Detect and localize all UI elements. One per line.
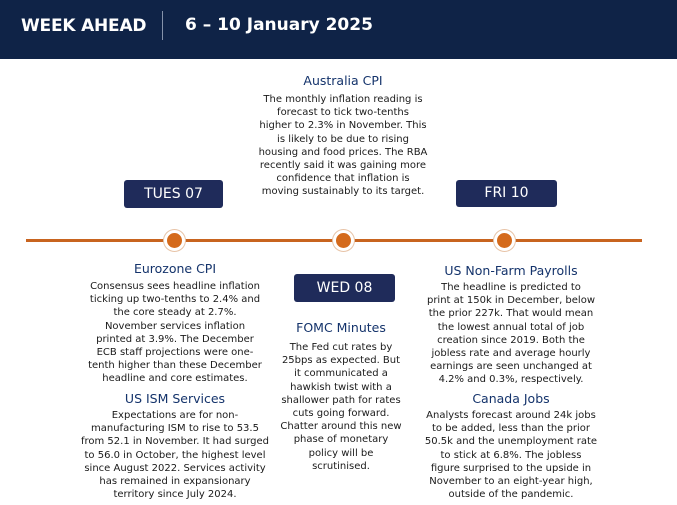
body-line: 4.2% and 0.3%, respectively. bbox=[438, 374, 584, 386]
body-line: shallower path for rates bbox=[281, 394, 401, 406]
body-line: manufacturing ISM to rise to 53.5 bbox=[91, 423, 259, 435]
body-line: policy will be bbox=[308, 447, 374, 459]
body-line: November services inflation bbox=[104, 320, 246, 332]
body-line: territory since July 2024. bbox=[113, 489, 237, 501]
timeline-marker-fri bbox=[494, 230, 515, 251]
body-line: Analysts forecast around 24k jobs bbox=[426, 410, 596, 421]
body-line: from 52.1 in November. It had surged bbox=[80, 436, 270, 448]
body-line: 50.5k and the unemployment rate bbox=[424, 436, 598, 448]
fomc-minutes-body bbox=[271, 341, 411, 473]
australia-cpi-body bbox=[243, 93, 443, 199]
header-bar bbox=[0, 0, 677, 59]
body-line: confidence that inflation is bbox=[276, 173, 410, 185]
body-line: recently said it was gaining more bbox=[259, 160, 427, 172]
canada-jobs-body bbox=[404, 409, 618, 501]
us-nfp-body bbox=[408, 281, 614, 387]
body-line: moving sustainably to its target. bbox=[261, 186, 425, 198]
body-line: November to an eight-year high, bbox=[429, 476, 593, 488]
body-line: headline and core estimates. bbox=[102, 373, 248, 385]
body-line: since August 2022. Services activity bbox=[84, 462, 266, 474]
body-line: The headline is predicted to bbox=[441, 282, 581, 293]
body-line: the core steady at 2.7%. bbox=[113, 307, 237, 319]
timeline-marker-tue bbox=[164, 230, 185, 251]
body-line: is likely to be due to rising bbox=[277, 133, 409, 145]
day-badge-wed: WED 08 bbox=[294, 274, 395, 302]
body-line: the lowest annual total of job bbox=[437, 321, 585, 333]
body-line: ticking up two-tenths to 2.4% and bbox=[89, 294, 261, 306]
header-date-range: 6 – 10 January 2025 bbox=[185, 15, 373, 35]
body-line: to 56.0 in October, the highest level bbox=[84, 449, 266, 461]
day-badge-tue: TUES 07 bbox=[124, 180, 223, 208]
body-line: the prior 227k. That would mean bbox=[428, 308, 594, 320]
body-line: The monthly inflation reading is bbox=[263, 94, 423, 105]
body-line: creation since 2019. Both the bbox=[437, 334, 585, 346]
australia-cpi-title: Australia CPI bbox=[303, 73, 383, 88]
body-line: earnings are seen unchanged at bbox=[430, 361, 592, 373]
body-line: figure surprised to the upside in bbox=[430, 462, 592, 474]
body-line: cuts going forward. bbox=[292, 408, 390, 420]
us-ism-services-title: US ISM Services bbox=[124, 391, 226, 406]
body-line: housing and food prices. The RBA bbox=[258, 146, 428, 158]
body-line: to stick at 6.8%. The jobless bbox=[440, 449, 582, 461]
us-ism-services-body bbox=[61, 409, 289, 501]
body-line: print at 150k in December, below bbox=[426, 295, 596, 307]
body-line: jobless rate and average hourly bbox=[431, 348, 591, 360]
body-line: tenth higher than these December bbox=[88, 360, 262, 372]
body-line: Chatter around this new bbox=[280, 421, 402, 433]
fomc-minutes-title: FOMC Minutes bbox=[296, 320, 386, 335]
header-divider bbox=[162, 11, 163, 40]
body-line: has remained in expansionary bbox=[99, 476, 251, 488]
body-line: outside of the pandemic. bbox=[448, 489, 574, 501]
body-line: Consensus sees headline inflation bbox=[90, 281, 260, 292]
body-line: ECB staff projections were one- bbox=[96, 347, 254, 359]
body-line: scrutinised. bbox=[312, 460, 370, 472]
timeline-marker-wed bbox=[333, 230, 354, 251]
body-line: hawkish twist with a bbox=[290, 381, 392, 393]
body-line: The Fed cut rates by bbox=[289, 342, 393, 353]
body-line: printed at 3.9%. The December bbox=[96, 333, 254, 345]
body-line: 25bps as expected. But bbox=[281, 355, 401, 367]
header-title: WEEK AHEAD bbox=[21, 16, 147, 36]
body-line: to be added, less than the prior bbox=[431, 423, 591, 435]
canada-jobs-title: Canada Jobs bbox=[472, 391, 550, 406]
us-nfp-title: US Non-Farm Payrolls bbox=[444, 263, 578, 278]
body-line: higher to 2.3% in November. This bbox=[259, 120, 427, 132]
body-line: forecast to tick two-tenths bbox=[277, 107, 409, 119]
body-line: it communicated a bbox=[294, 368, 388, 380]
eurozone-cpi-body bbox=[75, 280, 275, 386]
body-line: phase of monetary bbox=[293, 434, 389, 446]
eurozone-cpi-title: Eurozone CPI bbox=[133, 261, 217, 276]
body-line: Expectations are for non- bbox=[111, 410, 239, 421]
day-badge-fri: FRI 10 bbox=[456, 180, 557, 207]
